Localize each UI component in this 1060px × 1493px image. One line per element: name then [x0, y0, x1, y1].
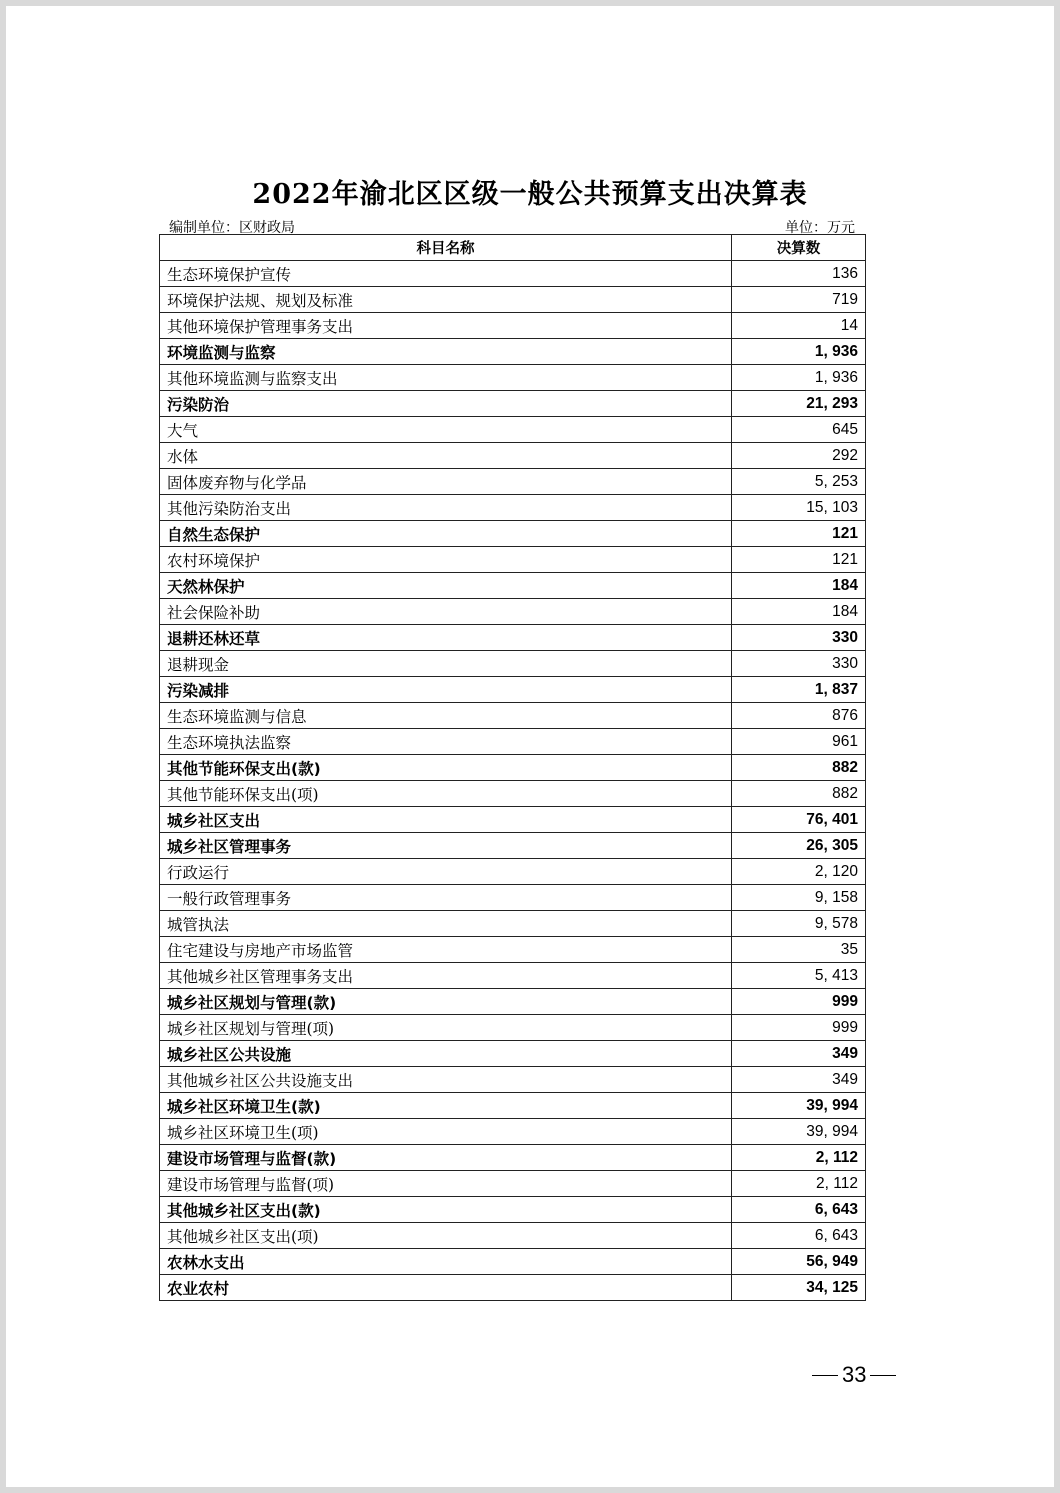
table-row	[160, 833, 866, 859]
document-page	[6, 6, 1054, 1487]
table-row	[160, 1249, 866, 1275]
table-row	[160, 521, 866, 547]
column-header-subject: 科目名称	[160, 235, 732, 261]
amount-cell: 882	[732, 781, 866, 807]
subject-name-cell: 其他环境监测与监察支出	[160, 365, 732, 391]
page-number-text: 33	[842, 1362, 867, 1387]
amount-cell: 121	[732, 547, 866, 573]
amount-cell: 184	[732, 573, 866, 599]
table-row	[160, 1093, 866, 1119]
amount-cell: 26, 305	[732, 833, 866, 859]
amount-cell: 876	[732, 703, 866, 729]
table-row	[160, 391, 866, 417]
subject-name-cell: 自然生态保护	[160, 521, 732, 547]
table-row	[160, 1171, 866, 1197]
table-row	[160, 1197, 866, 1223]
subject-name-cell: 其他城乡社区公共设施支出	[160, 1067, 732, 1093]
table-row	[160, 1119, 866, 1145]
table-row	[160, 1015, 866, 1041]
table-row	[160, 885, 866, 911]
amount-cell: 76, 401	[732, 807, 866, 833]
page-title: 2022年渝北区区级一般公共预算支出决算表	[252, 179, 808, 210]
table-row	[160, 339, 866, 365]
table-row	[160, 781, 866, 807]
subject-name-cell: 城乡社区环境卫生(款)	[160, 1093, 732, 1119]
table-row	[160, 755, 866, 781]
table-row	[160, 651, 866, 677]
subject-name-cell: 退耕现金	[160, 651, 732, 677]
subject-name-cell: 城乡社区规划与管理(项)	[160, 1015, 732, 1041]
amount-cell: 21, 293	[732, 391, 866, 417]
amount-cell: 1, 936	[732, 339, 866, 365]
table-header-row	[160, 235, 866, 261]
budget-table	[159, 234, 866, 1301]
subject-name-cell: 污染防治	[160, 391, 732, 417]
amount-cell: 719	[732, 287, 866, 313]
subject-name-cell: 建设市场管理与监督(款)	[160, 1145, 732, 1171]
subject-name-cell: 城乡社区环境卫生(项)	[160, 1119, 732, 1145]
unit-label: 单位：万元	[785, 220, 855, 236]
table-row	[160, 287, 866, 313]
subject-name-cell: 社会保险补助	[160, 599, 732, 625]
subject-name-cell: 其他节能环保支出(款)	[160, 755, 732, 781]
amount-cell: 14	[732, 313, 866, 339]
amount-cell: 961	[732, 729, 866, 755]
table-row	[160, 261, 866, 287]
amount-cell: 349	[732, 1067, 866, 1093]
amount-cell: 9, 578	[732, 911, 866, 937]
amount-cell: 5, 253	[732, 469, 866, 495]
subject-name-cell: 水体	[160, 443, 732, 469]
table-row	[160, 729, 866, 755]
subject-name-cell: 一般行政管理事务	[160, 885, 732, 911]
subject-name-cell: 生态环境监测与信息	[160, 703, 732, 729]
table-row	[160, 1145, 866, 1171]
subject-name-cell: 城乡社区管理事务	[160, 833, 732, 859]
table-row	[160, 911, 866, 937]
page-number	[812, 1362, 896, 1388]
table-row	[160, 417, 866, 443]
table-row	[160, 807, 866, 833]
subject-name-cell: 其他环境保护管理事务支出	[160, 313, 732, 339]
table-row	[160, 1067, 866, 1093]
table-row	[160, 1223, 866, 1249]
amount-cell: 121	[732, 521, 866, 547]
amount-cell: 56, 949	[732, 1249, 866, 1275]
subject-name-cell: 建设市场管理与监督(项)	[160, 1171, 732, 1197]
subject-name-cell: 污染减排	[160, 677, 732, 703]
subject-name-cell: 天然林保护	[160, 573, 732, 599]
subject-name-cell: 其他污染防治支出	[160, 495, 732, 521]
table-row	[160, 859, 866, 885]
subject-name-cell: 农业农村	[160, 1275, 732, 1301]
subject-name-cell: 住宅建设与房地产市场监管	[160, 937, 732, 963]
amount-cell: 882	[732, 755, 866, 781]
column-header-amount: 决算数	[732, 235, 866, 261]
subject-name-cell: 其他城乡社区管理事务支出	[160, 963, 732, 989]
amount-cell: 2, 112	[732, 1171, 866, 1197]
table-row	[160, 547, 866, 573]
table-row	[160, 703, 866, 729]
amount-cell: 39, 994	[732, 1093, 866, 1119]
table-row	[160, 495, 866, 521]
compiler-label: 编制单位：区财政局	[169, 220, 295, 236]
subject-name-cell: 其他城乡社区支出(项)	[160, 1223, 732, 1249]
subject-name-cell: 其他城乡社区支出(款)	[160, 1197, 732, 1223]
subject-name-cell: 退耕还林还草	[160, 625, 732, 651]
amount-cell: 330	[732, 651, 866, 677]
amount-cell: 39, 994	[732, 1119, 866, 1145]
subject-name-cell: 城乡社区规划与管理(款)	[160, 989, 732, 1015]
amount-cell: 9, 158	[732, 885, 866, 911]
amount-cell: 6, 643	[732, 1223, 866, 1249]
amount-cell: 349	[732, 1041, 866, 1067]
amount-cell: 2, 120	[732, 859, 866, 885]
table-body	[160, 261, 866, 1301]
table-row	[160, 677, 866, 703]
amount-cell: 292	[732, 443, 866, 469]
subject-name-cell: 生态环境保护宣传	[160, 261, 732, 287]
subject-name-cell: 其他节能环保支出(项)	[160, 781, 732, 807]
amount-cell: 1, 936	[732, 365, 866, 391]
subject-name-cell: 城管执法	[160, 911, 732, 937]
subject-name-cell: 行政运行	[160, 859, 732, 885]
amount-cell: 330	[732, 625, 866, 651]
page-number-dash-right	[870, 1375, 896, 1376]
table-row	[160, 989, 866, 1015]
subject-name-cell: 农村环境保护	[160, 547, 732, 573]
table-row	[160, 625, 866, 651]
amount-cell: 184	[732, 599, 866, 625]
amount-cell: 35	[732, 937, 866, 963]
amount-cell: 15, 103	[732, 495, 866, 521]
subject-name-cell: 环境监测与监察	[160, 339, 732, 365]
amount-cell: 1, 837	[732, 677, 866, 703]
amount-cell: 2, 112	[732, 1145, 866, 1171]
subject-name-cell: 固体废弃物与化学品	[160, 469, 732, 495]
subject-name-cell: 环境保护法规、规划及标准	[160, 287, 732, 313]
amount-cell: 999	[732, 1015, 866, 1041]
amount-cell: 136	[732, 261, 866, 287]
page-number-dash-left	[812, 1375, 838, 1376]
subject-name-cell: 农林水支出	[160, 1249, 732, 1275]
table-row	[160, 313, 866, 339]
table-row	[160, 469, 866, 495]
subject-name-cell: 大气	[160, 417, 732, 443]
table-row	[160, 937, 866, 963]
amount-cell: 34, 125	[732, 1275, 866, 1301]
table-row	[160, 365, 866, 391]
amount-cell: 999	[732, 989, 866, 1015]
subject-name-cell: 生态环境执法监察	[160, 729, 732, 755]
amount-cell: 5, 413	[732, 963, 866, 989]
table-row	[160, 1275, 866, 1301]
subject-name-cell: 城乡社区支出	[160, 807, 732, 833]
table-row	[160, 963, 866, 989]
amount-cell: 6, 643	[732, 1197, 866, 1223]
table-row	[160, 599, 866, 625]
table-row	[160, 443, 866, 469]
table-row	[160, 1041, 866, 1067]
subject-name-cell: 城乡社区公共设施	[160, 1041, 732, 1067]
amount-cell: 645	[732, 417, 866, 443]
table-row	[160, 573, 866, 599]
